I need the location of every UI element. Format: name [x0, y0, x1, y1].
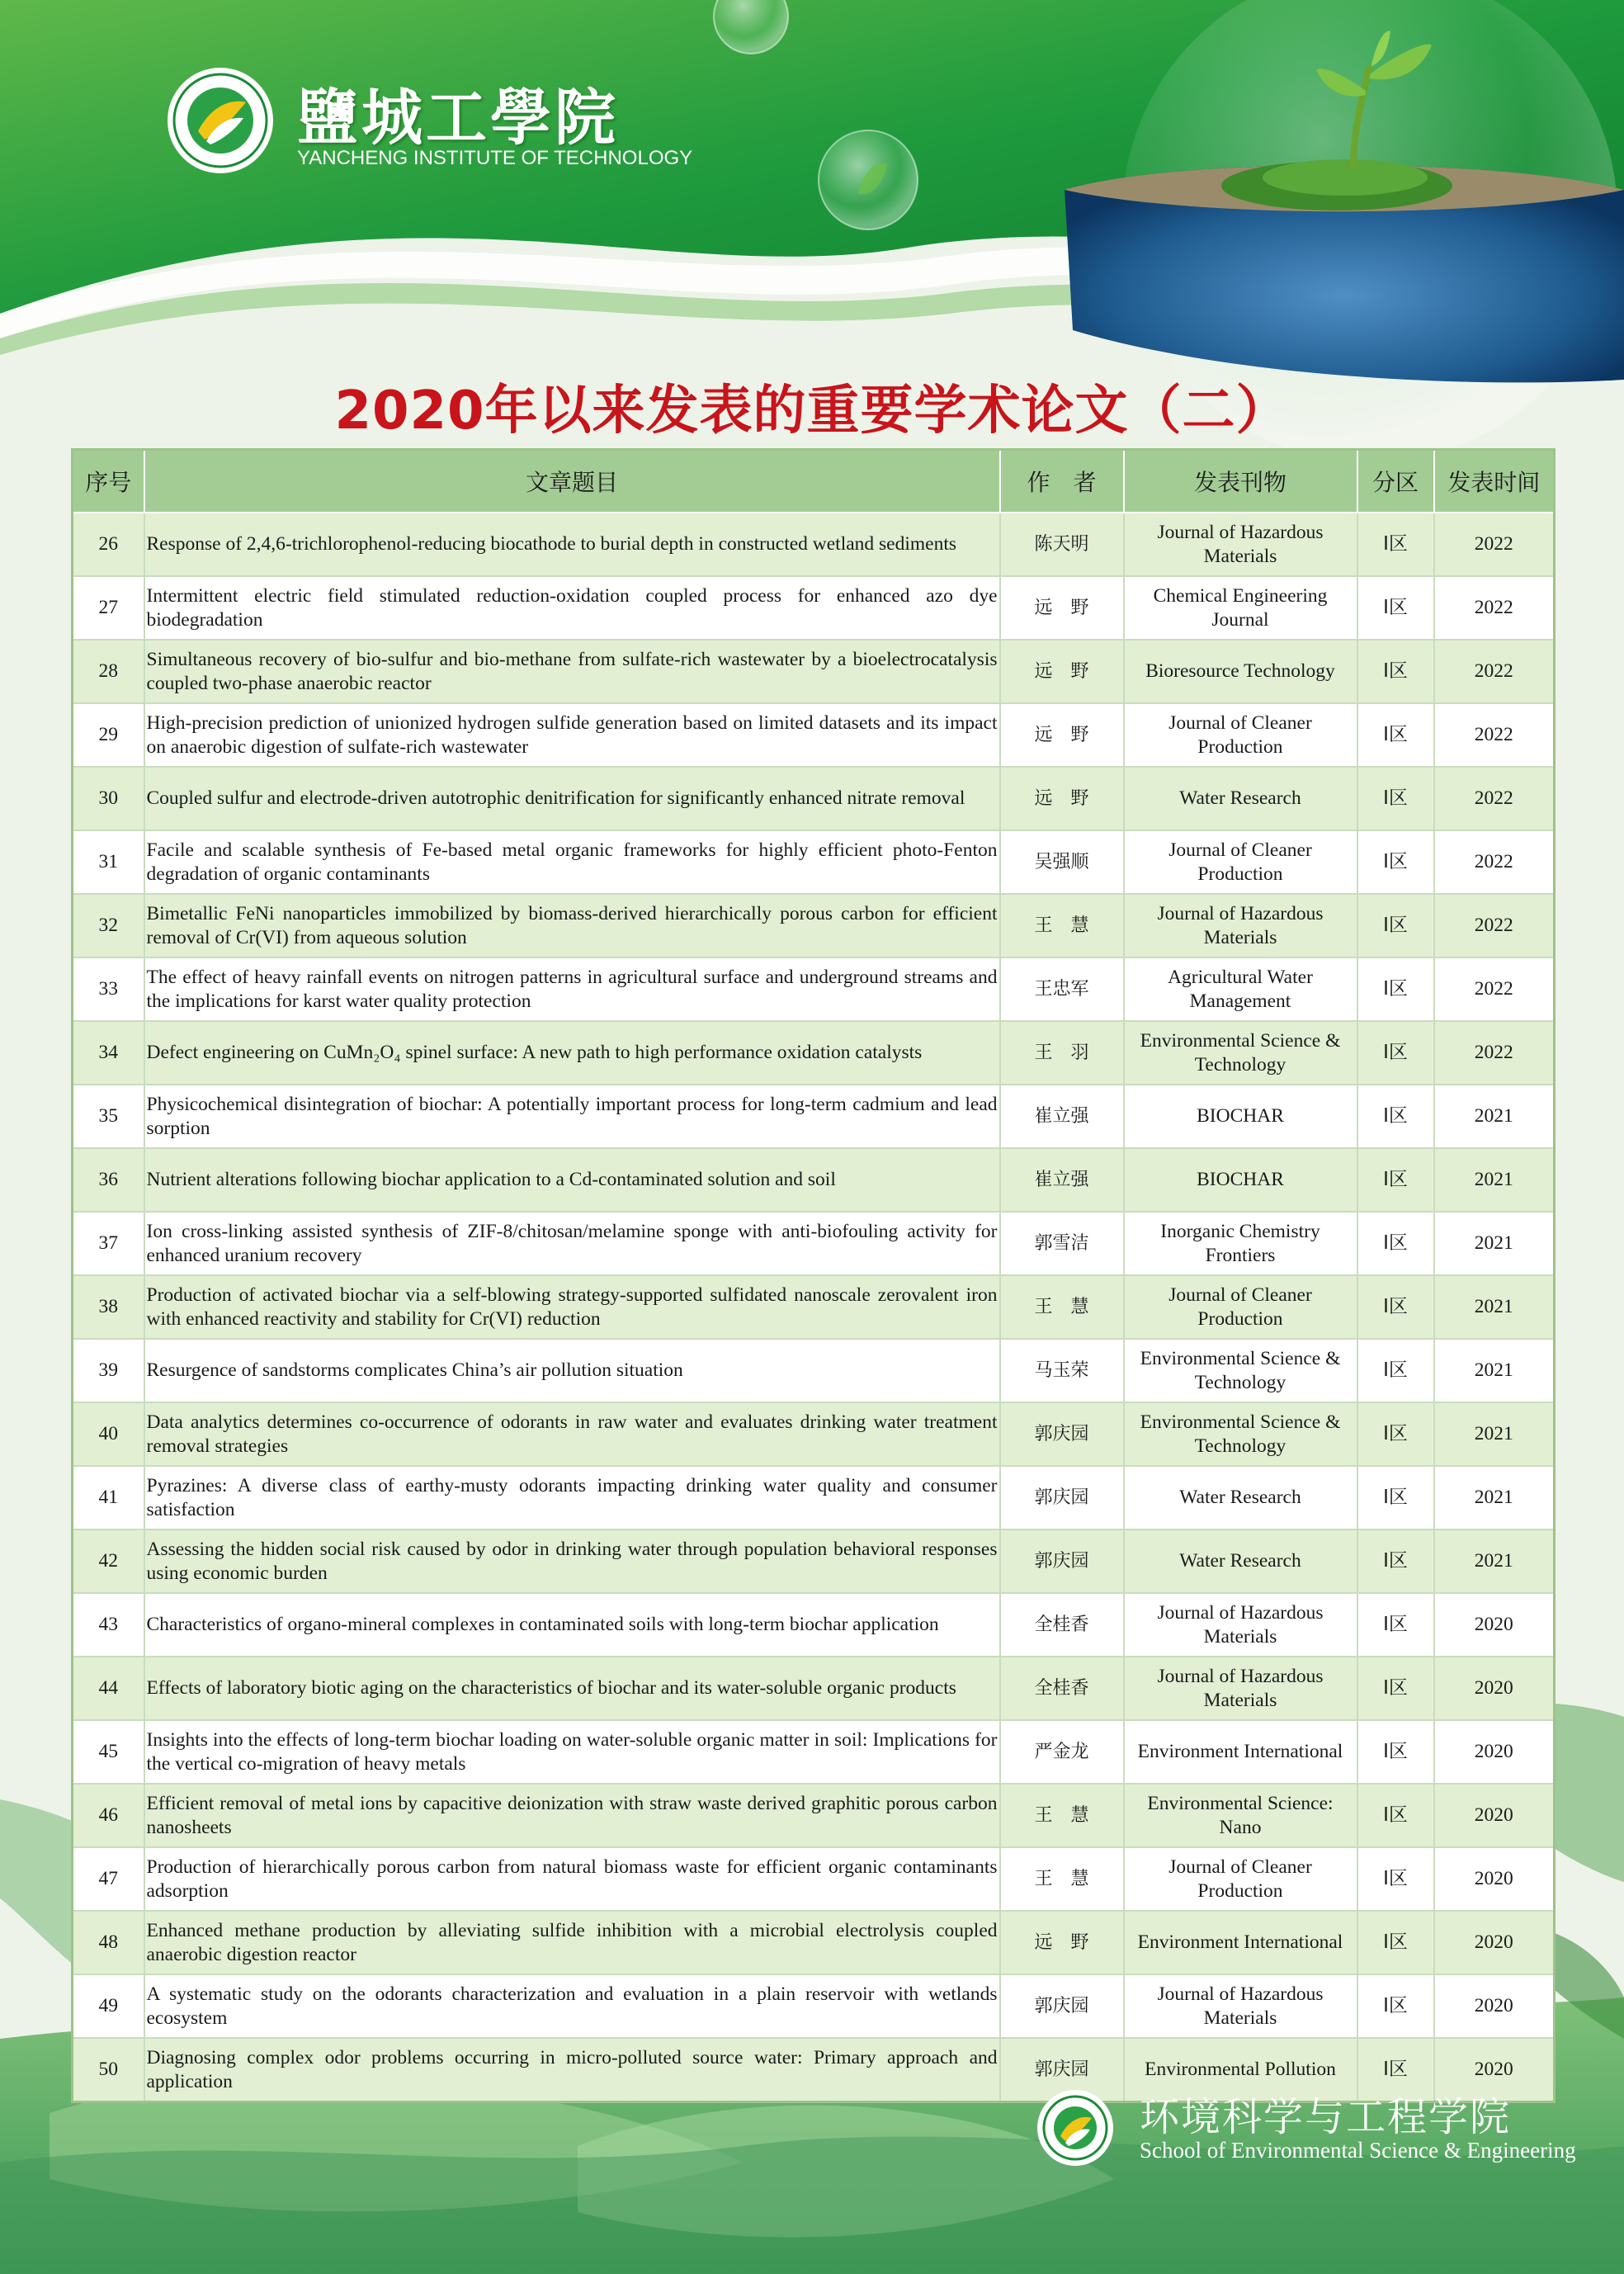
- journal-zone: I区: [1357, 1085, 1434, 1148]
- row-number: 26: [73, 513, 144, 576]
- column-header-title: 文章题目: [144, 450, 1000, 513]
- table-row: [73, 1402, 1555, 1466]
- journal-name: Journal of Hazardous Materials: [1124, 1657, 1357, 1720]
- journal-name: Journal of Hazardous Materials: [1124, 513, 1357, 576]
- paper-title: Effects of laboratory biotic aging on the characteristics of biochar and its water-soluble organic products: [144, 1657, 1000, 1720]
- journal-zone: I区: [1357, 1847, 1434, 1911]
- journal-name: Journal of Cleaner Production: [1124, 1847, 1357, 1911]
- journal-zone: I区: [1357, 703, 1434, 767]
- table-row: [73, 894, 1555, 957]
- journal-zone: I区: [1357, 1148, 1434, 1212]
- publish-year: 2021: [1434, 1148, 1555, 1212]
- author-name: 远 野: [1000, 767, 1124, 830]
- author-name: 郭庆园: [1000, 1466, 1124, 1529]
- college-name-cn: 环境科学与工程学院: [1140, 2094, 1512, 2140]
- table-row: [73, 1339, 1555, 1402]
- journal-name: Agricultural Water Management: [1124, 957, 1357, 1021]
- journal-name: Journal of Hazardous Materials: [1124, 894, 1357, 957]
- author-name: 远 野: [1000, 1911, 1124, 1974]
- journal-name: Environment International: [1124, 1720, 1357, 1784]
- row-number: 28: [73, 640, 144, 703]
- journal-name: Environment International: [1124, 1911, 1357, 1974]
- row-number: 50: [73, 2038, 144, 2102]
- paper-title: Characteristics of organo-mineral complexes in contaminated soils with long-term biochar application: [144, 1593, 1000, 1657]
- journal-name: Environmental Science & Technology: [1124, 1402, 1357, 1466]
- row-number: 40: [73, 1402, 144, 1466]
- author-name: 郭庆园: [1000, 1529, 1124, 1593]
- paper-title: Nutrient alterations following biochar application to a Cd-contaminated solution and soil: [144, 1148, 1000, 1212]
- journal-zone: I区: [1357, 1974, 1434, 2038]
- journal-zone: I区: [1357, 1720, 1434, 1784]
- table-row: [73, 1847, 1555, 1911]
- publish-year: 2020: [1434, 1847, 1555, 1911]
- publish-year: 2022: [1434, 957, 1555, 1021]
- row-number: 33: [73, 957, 144, 1021]
- journal-name: Environmental Science & Technology: [1124, 1021, 1357, 1085]
- row-number: 49: [73, 1974, 144, 2038]
- publish-year: 2022: [1434, 767, 1555, 830]
- journal-name: Environmental Science: Nano: [1124, 1784, 1357, 1847]
- journal-zone: I区: [1357, 1657, 1434, 1720]
- author-name: 马玉荣: [1000, 1339, 1124, 1402]
- publish-year: 2020: [1434, 1974, 1555, 2038]
- journal-zone: I区: [1357, 830, 1434, 894]
- journal-zone: I区: [1357, 1402, 1434, 1466]
- row-number: 41: [73, 1466, 144, 1529]
- paper-title: Physicochemical disintegration of biochar: A potentially important process for long-term cadmium and lead sorption: [144, 1085, 1000, 1148]
- journal-name: Environmental Pollution: [1124, 2038, 1357, 2102]
- journal-name: Journal of Hazardous Materials: [1124, 1974, 1357, 2038]
- table-header-row: [73, 450, 1555, 513]
- journal-zone: I区: [1357, 1529, 1434, 1593]
- journal-zone: I区: [1357, 767, 1434, 830]
- row-number: 29: [73, 703, 144, 767]
- column-header-no: 序号: [73, 450, 144, 513]
- publish-year: 2022: [1434, 640, 1555, 703]
- paper-title: Bimetallic FeNi nanoparticles immobilized by biomass-derived hierarchically porous carbon for efficient removal of Cr(VI) from aqueous solution: [144, 894, 1000, 957]
- paper-title: Production of hierarchically porous carbon from natural biomass waste for efficient organic contaminants adsorption: [144, 1847, 1000, 1911]
- paper-title: Assessing the hidden social risk caused by odor in drinking water through population behavioral responses using economic burden: [144, 1529, 1000, 1593]
- table-row: [73, 1593, 1555, 1657]
- publish-year: 2022: [1434, 894, 1555, 957]
- author-name: 王 慧: [1000, 1784, 1124, 1847]
- author-name: 王忠军: [1000, 957, 1124, 1021]
- paper-title: A systematic study on the odorants characterization and evaluation in a plain reservoir with wetlands ecosystem: [144, 1974, 1000, 2038]
- paper-title: Response of 2,4,6-trichlorophenol-reducing biocathode to burial depth in constructed wetland sediments: [144, 513, 1000, 576]
- row-number: 42: [73, 1529, 144, 1593]
- row-number: 45: [73, 1720, 144, 1784]
- paper-title: Pyrazines: A diverse class of earthy-musty odorants impacting drinking water quality and consumer satisfaction: [144, 1466, 1000, 1529]
- school-name-en: YANCHENG INSTITUTE OF TECHNOLOGY: [297, 147, 693, 169]
- college-footer: [1036, 2078, 1576, 2177]
- college-emblem-icon: [1036, 2088, 1115, 2168]
- paper-title: Enhanced methane production by alleviating sulfide inhibition with a microbial electrolysis coupled anaerobic digestion reactor: [144, 1911, 1000, 1974]
- column-header-journal: 发表刊物: [1124, 450, 1357, 513]
- row-number: 32: [73, 894, 144, 957]
- author-name: 王 慧: [1000, 1847, 1124, 1911]
- row-number: 43: [73, 1593, 144, 1657]
- table-row: [73, 1974, 1555, 2038]
- publish-year: 2022: [1434, 1021, 1555, 1085]
- paper-title: High-precision prediction of unionized hydrogen sulfide generation based on limited datasets and its impact on anaerobic digestion of sulfate-rich wastewater: [144, 703, 1000, 767]
- paper-title: The effect of heavy rainfall events on nitrogen patterns in agricultural surface and underground streams and the implications for karst water quality protection: [144, 957, 1000, 1021]
- publish-year: 2020: [1434, 1911, 1555, 1974]
- table-row: [73, 1085, 1555, 1148]
- publish-year: 2021: [1434, 1085, 1555, 1148]
- author-name: 远 野: [1000, 576, 1124, 640]
- school-logo-block: [165, 61, 693, 177]
- journal-zone: I区: [1357, 640, 1434, 703]
- journal-zone: I区: [1357, 1911, 1434, 1974]
- table-row: [73, 1148, 1555, 1212]
- row-number: 48: [73, 1911, 144, 1974]
- table-row: [73, 1911, 1555, 1974]
- author-name: 郭庆园: [1000, 1974, 1124, 2038]
- table-row: [73, 830, 1555, 894]
- journal-zone: I区: [1357, 894, 1434, 957]
- row-number: 39: [73, 1339, 144, 1402]
- paper-title: Defect engineering on CuMn₂O₄ spinel surface: A new path to high performance oxidation catalysts: [144, 1021, 1000, 1085]
- author-name: 郭雪洁: [1000, 1212, 1124, 1275]
- journal-name: Journal of Cleaner Production: [1124, 1275, 1357, 1339]
- publish-year: 2022: [1434, 830, 1555, 894]
- author-name: 远 野: [1000, 640, 1124, 703]
- row-number: 44: [73, 1657, 144, 1720]
- author-name: 远 野: [1000, 703, 1124, 767]
- paper-title: Coupled sulfur and electrode-driven autotrophic denitrification for significantly enhanced nitrate removal: [144, 767, 1000, 830]
- college-name-en: School of Environmental Science & Engineering: [1140, 2138, 1576, 2163]
- row-number: 31: [73, 830, 144, 894]
- row-number: 37: [73, 1212, 144, 1275]
- paper-title: Facile and scalable synthesis of Fe-based metal organic frameworks for highly efficient photo-Fenton degradation of organic contaminants: [144, 830, 1000, 894]
- column-header-year: 发表时间: [1434, 450, 1555, 513]
- publish-year: 2020: [1434, 1657, 1555, 1720]
- journal-name: Journal of Cleaner Production: [1124, 703, 1357, 767]
- paper-title: Insights into the effects of long-term biochar loading on water-soluble organic matter in soil: Implications for the vertical co-migration of heavy metals: [144, 1720, 1000, 1784]
- publish-year: 2020: [1434, 2038, 1555, 2102]
- paper-title: Diagnosing complex odor problems occurring in micro-polluted source water: Primary approach and application: [144, 2038, 1000, 2102]
- journal-name: Water Research: [1124, 767, 1357, 830]
- table-row: [73, 1275, 1555, 1339]
- table-row: [73, 1784, 1555, 1847]
- publish-year: 2020: [1434, 1593, 1555, 1657]
- publish-year: 2020: [1434, 1784, 1555, 1847]
- author-name: 崔立强: [1000, 1085, 1124, 1148]
- publish-year: 2022: [1434, 576, 1555, 640]
- table-row: [73, 576, 1555, 640]
- author-name: 崔立强: [1000, 1148, 1124, 1212]
- row-number: 47: [73, 1847, 144, 1911]
- table-row: [73, 1466, 1555, 1529]
- journal-zone: I区: [1357, 1339, 1434, 1402]
- author-name: 王 羽: [1000, 1021, 1124, 1085]
- paper-title: Intermittent electric field stimulated reduction-oxidation coupled process for enhanced azo dye biodegradation: [144, 576, 1000, 640]
- paper-title: Efficient removal of metal ions by capacitive deionization with straw waste derived graphitic porous carbon nanosheets: [144, 1784, 1000, 1847]
- journal-zone: I区: [1357, 2038, 1434, 2102]
- author-name: 严金龙: [1000, 1720, 1124, 1784]
- table-row: [73, 1212, 1555, 1275]
- table-row: [73, 767, 1555, 830]
- journal-name: Inorganic Chemistry Frontiers: [1124, 1212, 1357, 1275]
- table-row: [73, 1720, 1555, 1784]
- table-row: [73, 703, 1555, 767]
- paper-title: Resurgence of sandstorms complicates China’s air pollution situation: [144, 1339, 1000, 1402]
- journal-name: Environmental Science & Technology: [1124, 1339, 1357, 1402]
- journal-zone: I区: [1357, 576, 1434, 640]
- journal-zone: I区: [1357, 1021, 1434, 1085]
- page-title: 2020年以来发表的重要学术论文（二）: [334, 381, 1290, 442]
- paper-title: Production of activated biochar via a self-blowing strategy-supported sulfidated nanoscale zerovalent iron with enhanced reactivity and stability for Cr(VI) reduction: [144, 1275, 1000, 1339]
- author-name: 全桂香: [1000, 1593, 1124, 1657]
- journal-name: Water Research: [1124, 1529, 1357, 1593]
- publish-year: 2020: [1434, 1720, 1555, 1784]
- journal-zone: I区: [1357, 1275, 1434, 1339]
- paper-title: Data analytics determines co-occurrence of odorants in raw water and evaluates drinking water treatment removal strategies: [144, 1402, 1000, 1466]
- row-number: 27: [73, 576, 144, 640]
- table-row: [73, 1657, 1555, 1720]
- publish-year: 2022: [1434, 513, 1555, 576]
- row-number: 34: [73, 1021, 144, 1085]
- publish-year: 2021: [1434, 1275, 1555, 1339]
- table-row: [73, 957, 1555, 1021]
- table-row: [73, 1021, 1555, 1085]
- journal-zone: I区: [1357, 1593, 1434, 1657]
- table-row: [73, 1529, 1555, 1593]
- author-name: 全桂香: [1000, 1657, 1124, 1720]
- publish-year: 2022: [1434, 703, 1555, 767]
- journal-zone: I区: [1357, 1466, 1434, 1529]
- paper-title: Ion cross-linking assisted synthesis of ZIF-8/chitosan/melamine sponge with anti-biofouling activity for enhanced uranium recovery: [144, 1212, 1000, 1275]
- row-number: 30: [73, 767, 144, 830]
- publish-year: 2021: [1434, 1529, 1555, 1593]
- author-name: 郭庆园: [1000, 1402, 1124, 1466]
- publish-year: 2021: [1434, 1466, 1555, 1529]
- journal-name: Water Research: [1124, 1466, 1357, 1529]
- author-name: 郭庆园: [1000, 2038, 1124, 2102]
- journal-zone: I区: [1357, 957, 1434, 1021]
- row-number: 36: [73, 1148, 144, 1212]
- journal-name: Journal of Cleaner Production: [1124, 830, 1357, 894]
- table-body: [73, 513, 1555, 2102]
- journal-name: Chemical Engineering Journal: [1124, 576, 1357, 640]
- row-number: 46: [73, 1784, 144, 1847]
- journal-name: BIOCHAR: [1124, 1148, 1357, 1212]
- publish-year: 2021: [1434, 1339, 1555, 1402]
- author-name: 陈天明: [1000, 513, 1124, 576]
- journal-zone: I区: [1357, 513, 1434, 576]
- school-name-cn: 鹽城工學院: [297, 83, 619, 154]
- table-row: [73, 513, 1555, 576]
- school-emblem-icon: [165, 65, 276, 176]
- papers-table: [71, 448, 1556, 2103]
- journal-name: Journal of Hazardous Materials: [1124, 1593, 1357, 1657]
- column-header-zone: 分区: [1357, 450, 1434, 513]
- journal-zone: I区: [1357, 1784, 1434, 1847]
- journal-zone: I区: [1357, 1212, 1434, 1275]
- author-name: 吴强顺: [1000, 830, 1124, 894]
- row-number: 38: [73, 1275, 144, 1339]
- publish-year: 2021: [1434, 1212, 1555, 1275]
- journal-name: Bioresource Technology: [1124, 640, 1357, 703]
- author-name: 王 慧: [1000, 1275, 1124, 1339]
- column-header-author: 作 者: [1000, 450, 1124, 513]
- paper-title: Simultaneous recovery of bio-sulfur and bio-methane from sulfate-rich wastewater by a bioelectrocatalysis coupled two-phase anaerobic reactor: [144, 640, 1000, 703]
- author-name: 王 慧: [1000, 894, 1124, 957]
- row-number: 35: [73, 1085, 144, 1148]
- publish-year: 2021: [1434, 1402, 1555, 1466]
- table-row: [73, 640, 1555, 703]
- journal-name: BIOCHAR: [1124, 1085, 1357, 1148]
